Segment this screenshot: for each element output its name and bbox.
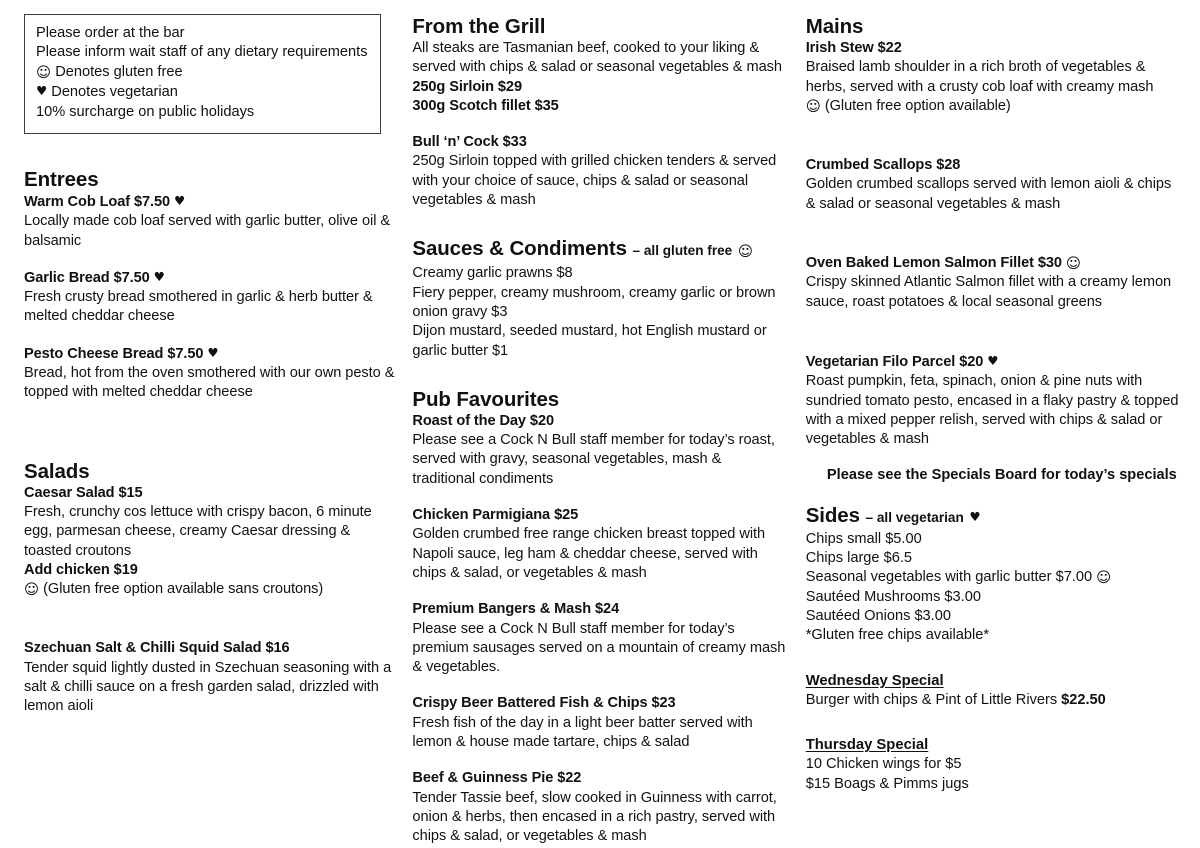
item-heading <box>412 78 786 97</box>
item-heading <box>24 344 397 364</box>
item-name: Chicken Parmigiana <box>412 507 551 524</box>
item-description: Golden crumbed free range chicken breast topped with Napoli sauce, leg ham & cheddar cheese, served with chips & salad, or vegetables & mash <box>412 526 766 581</box>
special-line <box>806 691 1184 710</box>
item-heading <box>24 639 397 658</box>
section-title-text: Sauces & Condiments <box>412 237 627 261</box>
spacer <box>412 583 786 600</box>
item-price: $30 <box>1037 255 1062 272</box>
item-name: Vegetarian Filo Parcel <box>805 353 956 370</box>
spacer <box>412 210 786 236</box>
item-description: 250g Sirloin topped with grilled chicken tenders & served with your choice of sauce, chips & salad or seasonal vegetables & mash <box>412 153 777 209</box>
smiley-outline-icon: ☺ <box>24 582 40 599</box>
sauce-line: Fiery pepper, creamy mushroom, creamy garlic or brown onion gravy $3 <box>412 284 776 320</box>
item-addon-heading <box>24 561 397 580</box>
item-heading <box>24 192 397 212</box>
section-title-entrees: Entrees <box>24 168 99 191</box>
menu-item <box>412 412 786 489</box>
spacer <box>24 251 397 268</box>
smiley-outline-icon: ☺ <box>1065 256 1081 273</box>
section-title-suffix: – all gluten free <box>632 243 733 259</box>
item-price: $35 <box>534 97 559 114</box>
spacer <box>806 449 1184 466</box>
spacer <box>412 116 786 133</box>
left-column <box>10 14 403 848</box>
heart-filled-icon: ♥ <box>987 352 999 368</box>
item-description: Fresh crusty bread smothered in garlic & herb butter & melted cheddar cheese <box>24 289 373 325</box>
item-heading <box>412 694 786 713</box>
notice-box <box>24 14 381 134</box>
spacer <box>24 327 397 344</box>
item-description: Locally made cob loaf served with garlic butter, olive oil & balsamic <box>24 213 391 249</box>
notice-line-vegetarian <box>36 82 370 102</box>
menu-item <box>24 639 397 716</box>
menu-item <box>412 694 786 752</box>
specials-board-note: Please see the Specials Board for today’s specials <box>826 467 1177 484</box>
special-line: $15 Boags & Pimms jugs <box>805 775 969 792</box>
item-addon-name: Add chicken <box>24 561 110 578</box>
item-price: $28 <box>936 157 961 174</box>
item-price: $22 <box>557 770 582 787</box>
item-description: Roast pumpkin, feta, spinach, onion & pine nuts with sundried tomato pesto, encased in a flaky pastry & topped with a mixed pepper relish, served with chips & salad or vegetables & mash <box>805 373 1179 448</box>
side-line: Chips small $5.00 <box>805 530 922 547</box>
menu-item <box>412 506 786 583</box>
item-name: Beef & Guinness Pie <box>412 770 554 787</box>
item-heading <box>412 600 786 619</box>
spacer <box>806 710 1184 736</box>
item-note-text: (Gluten free option available) <box>824 97 1011 114</box>
item-heading <box>412 412 786 431</box>
item-name: Premium Bangers & Mash <box>412 601 592 618</box>
section-title-from-the-grill: From the Grill <box>412 15 546 38</box>
notice-line-surcharge: 10% surcharge on public holidays <box>36 103 255 120</box>
item-heading <box>806 39 1184 58</box>
special-line-text: Burger with chips & Pint of Little Rivers <box>805 691 1058 708</box>
item-price: $7.50 <box>134 194 171 210</box>
item-name: Bull ‘n’ Cock <box>412 134 499 151</box>
special-heading-thursday: Thursday Special <box>805 737 929 754</box>
item-name: Crispy Beer Battered Fish & Chips <box>412 695 648 712</box>
item-name: Caesar Salad <box>24 484 115 501</box>
heart-filled-icon: ♥ <box>207 344 219 360</box>
item-description: Please see a Cock N Bull staff member for today’s roast, served with gravy, seasonal vegetables, mash & traditional condiments <box>412 432 775 487</box>
item-heading <box>806 352 1184 372</box>
spacer <box>806 486 1184 503</box>
spacer <box>806 116 1184 156</box>
vegetarian-label: Denotes vegetarian <box>51 84 178 101</box>
special-line-price: $22.50 <box>1061 691 1106 708</box>
item-description: Tender squid lightly dusted in Szechuan seasoning with a salt & chilli sauce on a fresh garden salad, drizzled with lemon aioli <box>24 659 392 715</box>
heart-filled-icon: ♥ <box>153 268 165 284</box>
menu-item <box>412 600 786 677</box>
section-title-suffix: – all vegetarian <box>865 509 964 525</box>
item-heading <box>24 268 397 288</box>
side-line: Chips large $6.5 <box>805 550 912 567</box>
spacer <box>412 752 786 769</box>
smiley-outline-icon: ☺ <box>1096 570 1112 587</box>
item-heading <box>412 769 786 788</box>
item-price: $33 <box>502 134 527 151</box>
spacer <box>806 646 1184 672</box>
item-note <box>806 97 1184 116</box>
heart-filled-icon: ♥ <box>969 508 981 524</box>
spacer <box>806 214 1184 254</box>
side-line <box>806 568 1184 587</box>
grill-intro: All steaks are Tasmanian beef, cooked to your liking & served with chips & salad or seasonal vegetables & mash <box>412 40 782 76</box>
menu-item <box>24 484 397 600</box>
item-price: $7.50 <box>167 345 204 362</box>
side-line-text: Seasonal vegetables with garlic butter $7.00 <box>805 569 1093 586</box>
item-price: $25 <box>554 507 579 524</box>
item-price: $16 <box>265 640 290 657</box>
smiley-outline-icon: ☺ <box>737 244 753 261</box>
item-note-text: (Gluten free option available sans croutons) <box>43 581 324 598</box>
item-name: 300g Scotch fillet <box>412 97 531 114</box>
spacer <box>806 312 1184 352</box>
menu-item <box>412 769 786 846</box>
item-price: $22 <box>877 40 902 56</box>
heart-filled-icon: ♥ <box>36 83 48 99</box>
special-line: 10 Chicken wings for $5 <box>805 756 962 773</box>
menu-item <box>806 39 1184 116</box>
item-name: Warm Cob Loaf <box>24 194 130 210</box>
spacer <box>24 134 397 167</box>
right-column <box>797 14 1190 848</box>
notice-line-order: Please order at the bar <box>36 25 185 41</box>
item-heading <box>24 484 397 503</box>
item-price: $7.50 <box>113 269 150 286</box>
item-name: Garlic Bread <box>24 269 110 286</box>
smiley-outline-icon: ☺ <box>36 64 52 81</box>
menu-item <box>806 254 1184 312</box>
item-description: Fresh, crunchy cos lettuce with crispy bacon, 6 minute egg, parmesan cheese, creamy Caesar dressing & toasted croutons <box>24 503 372 559</box>
section-title-sauces-condiments <box>412 236 786 264</box>
middle-column <box>403 14 796 848</box>
item-addon-price: $19 <box>113 561 138 578</box>
item-name: Crumbed Scallops <box>805 157 933 174</box>
item-description: Braised lamb shoulder in a rich broth of vegetables & herbs, served with a crusty cob loaf with creamy mash <box>805 59 1154 95</box>
special-heading-wednesday: Wednesday Special <box>805 672 944 689</box>
side-line: *Gluten free chips available* <box>805 627 990 644</box>
side-line: Sautéed Onions $3.00 <box>805 607 951 624</box>
item-name: Pesto Cheese Bread <box>24 345 164 362</box>
item-price: $29 <box>497 78 522 95</box>
item-heading <box>412 506 786 525</box>
menu-item <box>806 352 1184 449</box>
item-price: $15 <box>118 484 143 501</box>
menu-item <box>24 268 397 327</box>
item-price: $24 <box>595 601 620 618</box>
section-title-salads: Salads <box>24 459 90 483</box>
side-line: Sautéed Mushrooms $3.00 <box>805 588 981 605</box>
section-title-pub-favourites: Pub Favourites <box>412 387 560 411</box>
spacer <box>412 361 786 387</box>
menu-item <box>412 133 786 210</box>
section-title-mains: Mains <box>805 15 864 38</box>
item-price: $20 <box>529 412 554 429</box>
smiley-outline-icon: ☺ <box>805 98 821 115</box>
item-description: Golden crumbed scallops served with lemon aioli & chips & salad or seasonal vegetables & mash <box>805 176 1172 212</box>
heart-filled-icon: ♥ <box>174 193 186 208</box>
item-description: Please see a Cock N Bull staff member for today’s premium sausages served on a mountain of creamy mash & vegetables. <box>412 620 786 676</box>
spacer <box>24 599 397 639</box>
item-heading <box>412 133 786 152</box>
menu-item <box>24 344 397 403</box>
item-name: Oven Baked Lemon Salmon Fillet <box>805 255 1034 272</box>
item-price: $23 <box>651 695 676 712</box>
item-description: Crispy skinned Atlantic Salmon fillet with a creamy lemon sauce, roast potatoes & local seasonal greens <box>805 274 1172 310</box>
item-heading <box>806 254 1184 273</box>
sauce-line: Dijon mustard, seeded mustard, hot English mustard or garlic butter $1 <box>412 323 767 359</box>
item-name: 250g Sirloin <box>412 78 494 95</box>
item-name: Irish Stew <box>805 40 874 56</box>
section-title-sides <box>806 503 1184 530</box>
item-description: Fresh fish of the day in a light beer batter served with lemon & house made tartare, chips & salad <box>412 714 753 751</box>
sauce-line: Creamy garlic prawns $8 <box>412 265 573 282</box>
item-heading <box>412 97 786 116</box>
item-name: Szechuan Salt & Chilli Squid Salad <box>24 640 262 657</box>
spacer <box>412 489 786 506</box>
item-description: Bread, hot from the oven smothered with our own pesto & topped with melted cheddar cheese <box>24 365 395 401</box>
section-title-text: Sides <box>805 503 860 527</box>
notice-line-dietary: Please inform wait staff of any dietary requirements <box>36 44 368 61</box>
gluten-free-label: Denotes gluten free <box>55 63 183 80</box>
item-note <box>24 580 397 599</box>
item-price: $20 <box>959 353 984 370</box>
spacer <box>412 677 786 694</box>
item-name: Roast of the Day <box>412 412 526 429</box>
menu-item <box>24 192 397 251</box>
spacer <box>24 403 397 459</box>
item-description: Tender Tassie beef, slow cooked in Guinness with carrot, onion & herbs, then encased in a rich pastry, served with chips & salad, or vegetables & mash <box>412 789 777 845</box>
item-heading <box>806 156 1184 175</box>
menu-item <box>806 156 1184 214</box>
notice-line-gluten-free <box>36 63 370 82</box>
